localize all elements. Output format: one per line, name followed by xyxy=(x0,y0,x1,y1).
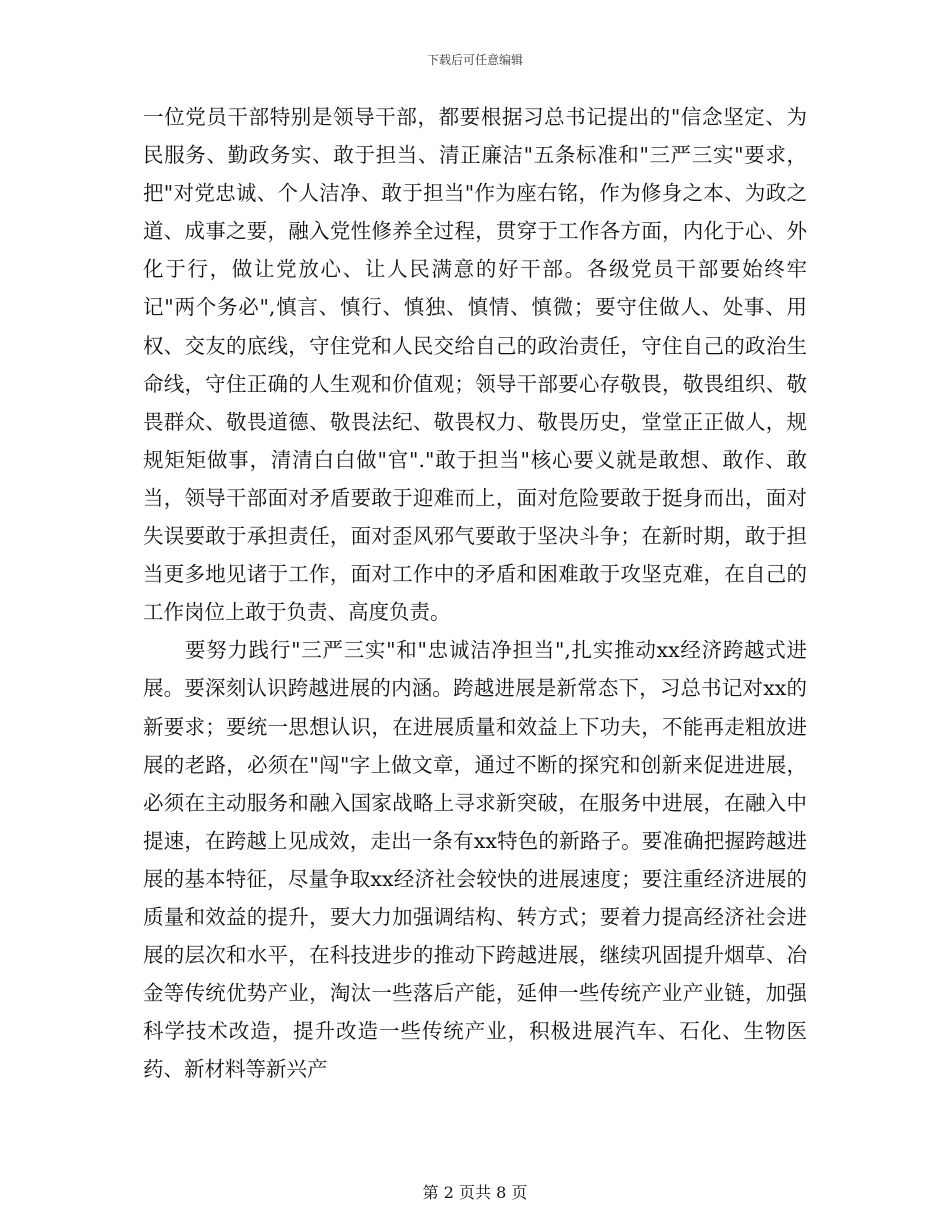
page-number: 第 2 页共 8 页 xyxy=(422,1183,528,1202)
page-header: 下载后可任意编辑 xyxy=(426,53,523,67)
paragraph-2: 要努力践行"三严三实"和"忠诚洁净担当",扎实推动xx经济跨越式进展。要深刻认识跨越进展的内涵。跨越进展是新常态下，习总书记对xx的新要求；要统一思想认识，在进展质量和效益上下功夫，不能再走粗放进展的老路，必须在"闯"字上做文章，通过不断的探究和创新来促进进展，必须在主动服务和融入国家战略上寻求新突破，在服务中进展，在融入中提速，在跨越上见成效，走出一条有xx特色的新路子。要准确把握跨越进展的基本特征，尽量争取xx经济社会较快的进展速度；要注重经济进展的质量和效益的提升，要大力加强调结构、转方式；要着力提高经济社会进展的层次和水平，在科技进步的推动下跨越进展，继续巩固提升烟草、冶金等传统优势产业，淘汰一些落后产能，延伸一些传统产业产业链，加强科学技术改造，提升改造一些传统产业，积极进展汽车、石化、生物医药、新材料等新兴产 xyxy=(143,638,807,1082)
paragraph-1: 一位党员干部特别是领导干部，都要根据习总书记提出的"信念坚定、为民服务、勤政务实、敢于担当、清正廉洁"五条标准和"三严三实"要求，把"对党忠诚、个人洁净、敢于担当"作为座右铭，作为修身之本、为政之道、成事之要，融入党性修养全过程，贯穿于工作各方面，内化于心、外化于行，做让党放心、让人民满意的好干部。各级党员干部要始终牢记"两个务必",慎言、慎行、慎独、慎情、慎微；要守住做人、处事、用权、交友的底线，守住党和人民交给自己的政治责任，守住自己的政治生命线，守住正确的人生观和价值观；领导干部要心存敬畏，敬畏组织、敬畏群众、敬畏道德、敬畏法纪、敬畏权力、敬畏历史，堂堂正正做人，规规矩矩做事，清清白白做"官"."敢于担当"核心要义就是敢想、敢作、敢当，领导干部面对矛盾要敢于迎难而上，面对危险要敢于挺身而出，面对失误要敢于承担责任，面对歪风邪气要敢于坚决斗争；在新时期，敢于担当更多地见诸于工作，面对工作中的矛盾和困难敢于攻坚克难，在自己的工作岗位上敢于负责、高度负责。 xyxy=(143,105,807,625)
document-body xyxy=(143,98,807,1088)
